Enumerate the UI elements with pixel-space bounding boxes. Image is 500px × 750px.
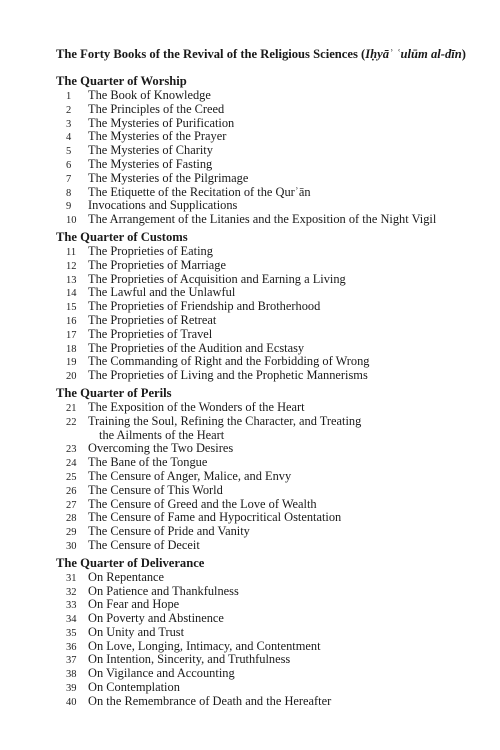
book-title: The Exposition of the Wonders of the Heart (88, 399, 305, 414)
book-number: 16 (66, 315, 77, 327)
book-title: The Proprieties of the Audition and Ecstasy (88, 340, 305, 355)
book-number: 12 (66, 260, 77, 272)
book-number: 1 (66, 91, 72, 102)
book-number: 26 (66, 485, 77, 497)
book-number: 10 (66, 215, 77, 227)
book-number: 23 (66, 444, 77, 456)
book-title: On Love, Longing, Intimacy, and Contentment (88, 638, 321, 653)
book-title: The Mysteries of the Pilgrimage (88, 170, 249, 185)
title-prefix: The Forty Books of the Revival of the Religious Sciences ( (56, 47, 366, 61)
book-title: Overcoming the Two Desires (88, 441, 234, 456)
book-item (56, 130, 476, 144)
quarter-section (56, 74, 476, 227)
book-item (56, 681, 476, 695)
book-title: On Repentance (88, 569, 165, 584)
book-item (56, 539, 476, 553)
book-title: On Fear and Hope (88, 597, 180, 612)
book-number: 11 (66, 246, 77, 258)
book-item (56, 498, 476, 512)
book-number: 5 (66, 146, 72, 158)
quarter-heading: The Quarter of Customs (56, 229, 188, 244)
book-number: 19 (66, 357, 77, 369)
book-number: 29 (66, 527, 77, 539)
book-item (56, 199, 476, 213)
book-item (56, 103, 476, 117)
book-item (56, 511, 476, 525)
quarter-heading: The Quarter of Worship (56, 74, 187, 88)
book-number: 20 (66, 371, 77, 383)
quarters-container (56, 74, 476, 709)
book-item (56, 186, 476, 200)
quarter-section (56, 556, 476, 709)
book-number: 35 (66, 627, 77, 639)
book-item (56, 245, 476, 259)
book-number: 33 (66, 600, 77, 612)
book-item (56, 213, 476, 227)
book-number: 28 (66, 513, 77, 525)
book-title: Training the Soul, Refining the Character, and Treating (88, 413, 362, 428)
book-title: The Commanding of Right and the Forbidding of Wrong (88, 354, 370, 369)
book-list (56, 245, 476, 383)
book-number: 31 (66, 572, 77, 584)
book-item (56, 653, 476, 667)
book-title: On the Remembrance of Death and the Hereafter (88, 693, 332, 708)
book-number: 32 (66, 586, 77, 598)
book-item (56, 401, 476, 415)
quarter-heading: The Quarter of Deliverance (56, 555, 205, 570)
book-item (56, 355, 476, 369)
book-number: 3 (66, 118, 72, 130)
quarter-heading: The Quarter of Perils (56, 385, 172, 400)
book-list (56, 401, 476, 553)
book-title: The Book of Knowledge (88, 88, 211, 102)
book-number: 15 (66, 302, 77, 314)
book-title: The Proprieties of Retreat (88, 312, 217, 327)
book-number: 6 (66, 159, 72, 171)
book-item (56, 286, 476, 300)
book-title: The Censure of This World (88, 482, 223, 497)
book-item (56, 158, 476, 172)
quarter-section (56, 386, 476, 553)
book-title: The Censure of Fame and Hypocritical Ostentation (88, 510, 342, 525)
book-title: The Censure of Greed and the Love of Wealth (88, 496, 317, 511)
book-number: 17 (66, 329, 77, 341)
book-title: The Censure of Pride and Vanity (88, 524, 250, 539)
book-item (56, 484, 476, 498)
book-title: The Proprieties of Living and the Prophetic Mannerisms (88, 368, 368, 383)
book-title: The Mysteries of the Prayer (88, 129, 227, 144)
book-number: 22 (66, 416, 77, 428)
book-title: The Principles of the Creed (88, 101, 225, 116)
book-item (56, 328, 476, 342)
book-number: 9 (66, 201, 72, 213)
book-title: On Unity and Trust (88, 624, 185, 639)
book-item (56, 144, 476, 158)
book-number: 2 (66, 104, 72, 116)
book-number: 39 (66, 683, 77, 695)
book-title: The Bane of the Tongue (88, 455, 208, 470)
book-item (56, 470, 476, 484)
book-item (56, 456, 476, 470)
book-title: The Mysteries of Purification (88, 115, 235, 130)
book-item (56, 117, 476, 131)
book-title: On Patience and Thankfulness (88, 583, 239, 598)
book-number: 27 (66, 499, 77, 511)
book-item (56, 314, 476, 328)
book-title: The Mysteries of Fasting (88, 156, 213, 171)
book-title: The Lawful and the Unlawful (88, 285, 236, 300)
book-title: The Proprieties of Friendship and Brotherhood (88, 299, 321, 314)
book-number: 8 (66, 187, 72, 199)
book-title: On Vigilance and Accounting (88, 666, 235, 681)
book-item (56, 571, 476, 585)
book-title: The Proprieties of Acquisition and Earning a Living (88, 271, 346, 286)
book-title: The Arrangement of the Litanies and the Exposition of the Night Vigil (88, 212, 437, 227)
book-number: 40 (66, 696, 77, 708)
book-item (56, 598, 476, 612)
book-item (56, 626, 476, 640)
title-suffix: ) (461, 47, 466, 61)
book-number: 24 (66, 458, 77, 470)
book-number: 34 (66, 614, 77, 626)
book-number: 25 (66, 471, 77, 483)
book-title: The Proprieties of Travel (88, 326, 213, 341)
book-item (56, 89, 476, 103)
book-number: 4 (66, 132, 72, 144)
book-list (56, 89, 476, 227)
book-item (56, 369, 476, 383)
book-list-page (56, 46, 476, 712)
book-item (56, 300, 476, 314)
book-item (56, 640, 476, 654)
book-item (56, 585, 476, 599)
title-transliteration: Iḥyāʾ ʿulūm al-dīn (365, 47, 462, 61)
book-item (56, 612, 476, 626)
book-item (56, 415, 476, 443)
book-title: The Proprieties of Marriage (88, 257, 226, 272)
book-title: On Contemplation (88, 680, 180, 695)
book-number: 14 (66, 288, 77, 300)
book-number: 36 (66, 641, 77, 653)
book-title-continuation: the Ailments of the Heart (99, 427, 225, 442)
book-item (56, 667, 476, 681)
book-item (56, 525, 476, 539)
book-title: On Poverty and Abstinence (88, 611, 224, 626)
book-number: 37 (66, 655, 77, 667)
book-title: Invocations and Supplications (88, 198, 238, 213)
book-item (56, 342, 476, 356)
book-title: The Mysteries of Charity (88, 143, 213, 158)
book-item (56, 273, 476, 287)
book-number: 21 (66, 402, 77, 414)
book-number: 38 (66, 669, 77, 681)
book-title: The Censure of Anger, Malice, and Envy (88, 468, 292, 483)
book-number: 30 (66, 540, 77, 552)
book-item (56, 695, 476, 709)
book-list (56, 571, 476, 709)
book-number: 18 (66, 343, 77, 355)
book-title: The Proprieties of Eating (88, 243, 213, 258)
book-number: 13 (66, 274, 77, 286)
book-title: On Intention, Sincerity, and Truthfulness (88, 652, 291, 667)
book-item (56, 172, 476, 186)
book-title: The Etiquette of the Recitation of the Qurʾān (88, 184, 311, 199)
book-title: The Censure of Deceit (88, 537, 200, 552)
page-title (56, 46, 476, 62)
book-number: 7 (66, 173, 72, 185)
book-item (56, 442, 476, 456)
quarter-section (56, 230, 476, 383)
book-item (56, 259, 476, 273)
